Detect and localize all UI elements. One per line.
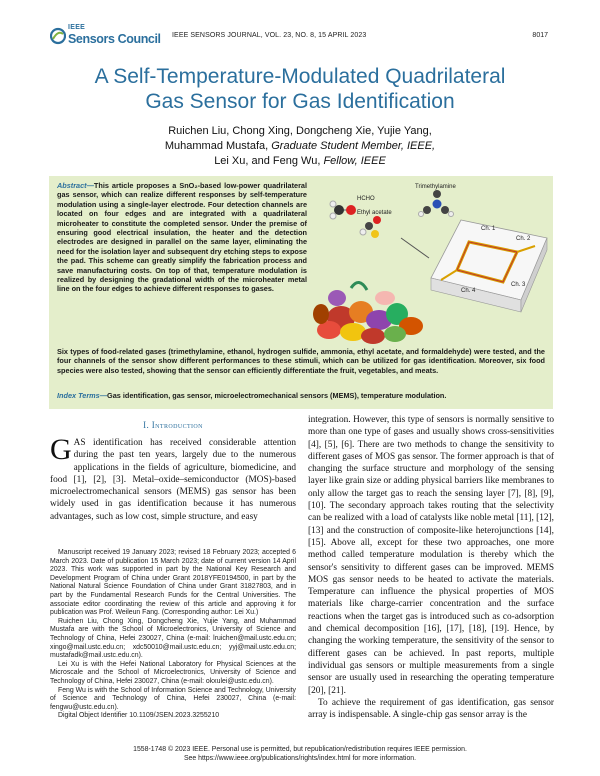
label-ch4: Ch. 4 (461, 288, 476, 294)
author-list (60, 124, 540, 169)
authors-line-3 (60, 154, 540, 169)
abstract-body: This article proposes a SnO₂-based low-power quadrilateral gas sensor, which can realize different responses by self-temperature modulation using a single-layer electrode. Four detection channels are located on four edges and are integrated with a quadrilateral microheater to constitute the completed sensor. Under the premise of ensuring good electrical insulation, the heater and the detection electrodes are designed in parallel on the same layer, eliminating the need for the isolation layer and subsequent dry etching steps to expose the pad. This scheme can greatly simplify the fabrication process and save manufacturing costs. On top of that, temperature modulation is realized by designing the gradational width of the microheater metal line on the four edges to achieve different responses to gases. (57, 181, 307, 294)
label-ethyl-acetate: Ethyl acetate (357, 210, 392, 216)
copyright-footer (60, 745, 540, 763)
footer-line-2: See https://www.ieee.org/publications/rights/index.html for more information. (183, 755, 417, 762)
author-wu-role: Fellow, IEEE (323, 155, 386, 167)
index-terms: Index Terms—Gas identification, gas sensor, microelectromechanical sensors (MEMS), temperature modulation. (57, 391, 447, 400)
author-mustafa-role: Graduate Student Member, IEEE, (271, 140, 436, 152)
section-heading-introduction: I. Introduction (143, 420, 203, 430)
authors-line-1 (60, 124, 540, 139)
footnote-affiliation-1: Ruichen Liu, Chong Xing, Dongcheng Xie, Yujie Yang, and Muhammad Mustafa are with the School of Microelectronics, University of Science and Technology of China, Hefei 230027, China (e-mail: lruichen@mail.ustc.edu.cn; xingo@mail.ustc.edu.cn; xdc50010@mail.ustc.edu.cn; yyj@mail.ustc.edu.cn; mustafadk@mail.ustc.edu.cn). (50, 617, 296, 660)
authors-xu-wu: Lei Xu, and Feng Wu, (214, 155, 321, 167)
molecule-hcho-icon (330, 201, 356, 219)
right-column (308, 414, 554, 721)
intro-text: AS identification has received considerable attention during the past ten years, largely due to the numerous applications in the fields of agriculture, biomedicine, and food [1], [2], [3]. Metal–oxide–semiconductor (MOS)-based microelectromechanical sensors (MEMS) gas sensor has been widely used in gas identification because it has numerous advantages, such as low cost, simple structure, and easy (50, 438, 296, 522)
sensors-council-logo-icon (50, 27, 66, 45)
authors-line-2 (60, 139, 540, 154)
abstract-text-full: Six types of food-related gases (trimethylamine, ethanol, hydrogen sulfide, ammonia, ethyl acetate, and formaldehyde) were tested, and the four channels of the sensor show different performances to these stimuli, which can be utilized for gas identification. Moreover, six food species were also tested, showing that the sensor can efficiently differentiate the fruit, vegetables, and meats. (57, 347, 545, 375)
logo-sensors-council-text: Sensors Council (68, 32, 161, 46)
label-ch1: Ch. 1 (481, 226, 496, 232)
page-number: 8017 (532, 32, 548, 39)
intro-paragraph (50, 433, 296, 523)
abstract-text-wrapped: Abstract—This article proposes a SnO₂-based low-power quadrilateral gas sensor, which can realize different responses by self-temperature modulation using a single-layer electrode. Four detection channels are located on four edges and are integrated with a quadrilateral microheater to constitute the completed sensor. Under the premise of ensuring good electrical insulation, the heater and the detection electrodes are designed in parallel on the same layer, eliminating the need for the isolation layer and subsequent dry etching steps to expose the pad. This scheme can greatly simplify the fabrication process and save manufacturing costs. On top of that, temperature modulation is realized by designing the gradational width of the microheater metal line on the four edges to achieve different responses to gases. (57, 181, 307, 294)
footnote-manuscript: Manuscript received 19 January 2023; revised 18 February 2023; accepted 6 March 2023. Date of publication 15 March 2023; date of current version 14 April 2023. This work was supported in part by the National Key Research and Development Program of China under Grant 2018YFE0194500, in part by the National Natural Science Foundation of China under Grant 31827803, and in part by the Fundamental Research Funds for the Central Universities. The associate editor coordinating the review of this article and approving it for publication was Prof. Weileun Fang. (Corresponding author: Lei Xu.) (50, 549, 296, 617)
logo-ieee-text: IEEE (68, 24, 86, 31)
label-trimethylamine: Trimethylamine (415, 184, 456, 190)
molecule-ethyl-acetate-icon (360, 216, 381, 238)
graphical-abstract-figure (311, 180, 549, 345)
footnote-affiliation-3: Feng Wu is with the School of Information Science and Technology, University of Science and Technology of China, Hefei 230027, China (e-mail: fengwu@ustc.edu.cn). (50, 686, 296, 711)
footnotes (50, 549, 296, 721)
abstract-label: Abstract (57, 181, 87, 190)
paper-title (40, 64, 560, 114)
title-line-1: A Self-Temperature-Modulated Quadrilateral (94, 65, 506, 88)
label-ch3: Ch. 3 (511, 282, 526, 288)
footer-line-1: 1558-1748 © 2023 IEEE. Personal use is permitted, but republication/redistribution requires IEEE permission. (133, 746, 467, 753)
molecule-trimethylamine-icon (419, 190, 454, 217)
author-mustafa: Muhammad Mustafa, (164, 140, 269, 152)
label-ch2: Ch. 2 (516, 236, 531, 242)
footnote-doi: Digital Object Identifier 10.1109/JSEN.2023.3255210 (58, 712, 220, 720)
journal-citation: IEEE SENSORS JOURNAL, VOL. 23, NO. 8, 15 APRIL 2023 (172, 32, 367, 39)
index-terms-text: Gas identification, gas sensor, microelectromechanical sensors (MEMS), temperature modulation. (107, 391, 447, 400)
arrow-icon (401, 238, 429, 258)
footnote-affiliation-2: Lei Xu is with the Hefei National Laboratory for Physical Sciences at the Microscale and the School of Microelectronics, University of Science and Technology of China, Hefei 230027, China (e-mail: okxulei@ustc.edu.cn). (50, 660, 296, 685)
index-terms-label: Index Terms (57, 391, 100, 400)
abstract-box (49, 176, 553, 409)
title-line-2: Gas Sensor for Gas Identification (145, 90, 455, 113)
authors-line-1-text: Ruichen Liu, Chong Xing, Dongcheng Xie, Yujie Yang, (168, 125, 432, 137)
label-hcho: HCHO (357, 196, 375, 202)
right-paragraph-1: integration. However, this type of sensors is normally sensitive to more than one type of gases and usually shows cross-sensitivities [4], [5], [6]. There are two methods to change the sensitivity to different gases of MOS gas sensor. The former approach is that of changing the surface structure and morphology of the sensing layer like grain size or adding physical barriers like membranes to only allow the target gas to reach the sensing layer [7], [8], [9], [10]. The secondary approach takes routing that the selectivity can be realized with a load of catalysts like noble metal [11], [12], [13] and the construction of composite-like heterojunctions [14], [15]. Above all, except for these two approaches, one more method called temperature modulation is thereby which the sensor's sensitivity to different gases can be improved. MEMS MOS gas sensor needs to be heated to activate the materials. Temperature can influence the physical properties of MOS materials like charge-carrier concentration and the surface reactions when the target gas is introduced such as co-adsorption and chemical decomposition [16], [17], [18], [19]. Hence, by changing the working temperature, the sensitivity of the sensor to different gases can be achieved. In past reports, multiple individual gas sensors or multiple measurements from a single sensor are usually used in researching the operating temperature [20], [21]. (308, 415, 554, 696)
right-paragraph-2: To achieve the requirement of gas identification, gas sensor array is indispensable. A single-chip gas sensor array is the (308, 697, 554, 721)
food-species-icon (313, 282, 423, 344)
drop-cap: G (50, 433, 72, 466)
sensor-chip-icon (431, 220, 547, 312)
ieee-sensors-council-logo (50, 24, 168, 50)
